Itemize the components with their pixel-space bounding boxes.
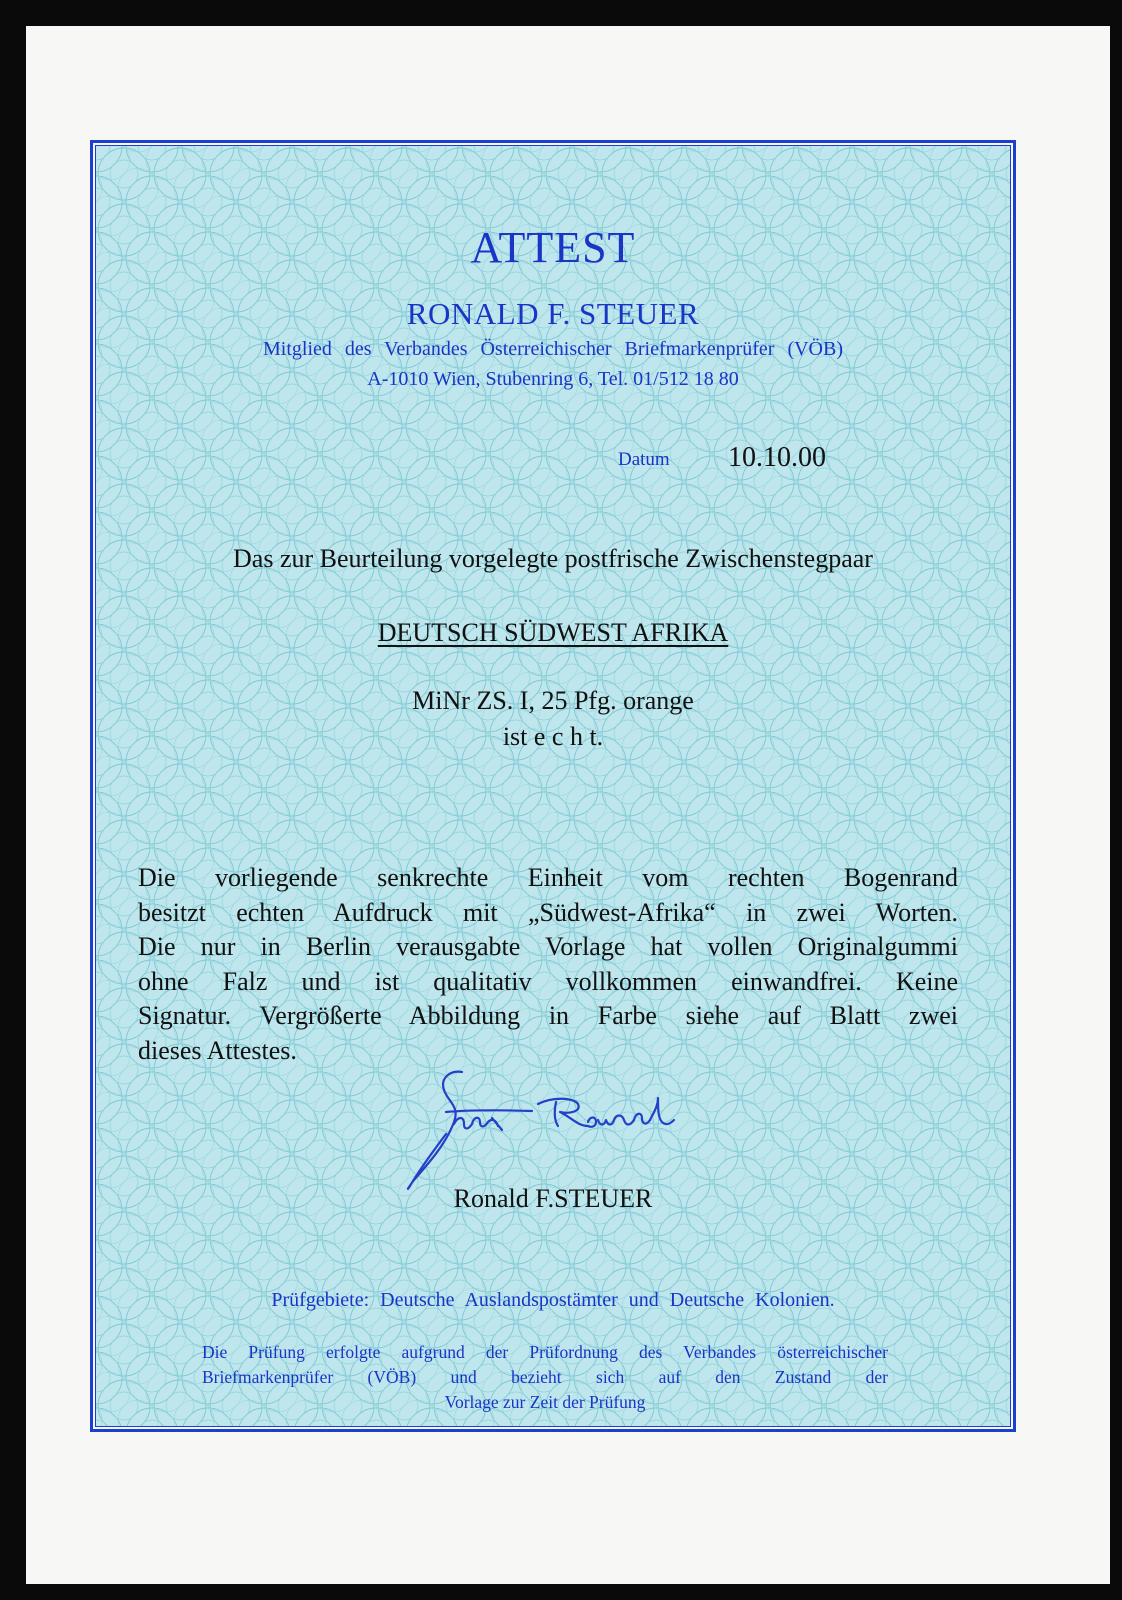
signer-name: Ronald F.STEUER [453, 1184, 653, 1213]
subject-country: DEUTSCH SÜDWEST AFRIKA [377, 618, 729, 647]
verdict: ist e c h t. [502, 722, 604, 751]
body-line: Signatur. Vergrößerte Abbildung in Farbe siehe auf Blatt zwei [138, 1001, 958, 1031]
legal-line: Vorlage zur Zeit der Prüfung [444, 1392, 646, 1412]
certificate-content [96, 146, 1010, 1426]
body-line: Die vorliegende senkrechte Einheit vom rechten Bogenrand [138, 863, 958, 892]
certificate-title: ATTEST [470, 223, 636, 272]
stamp-description: MiNr ZS. I, 25 Pfg. orange [412, 686, 694, 715]
legal-notice [202, 1340, 888, 1415]
examination-areas: Prüfgebiete: Deutsche Auslandspostämter und Deutsche Kolonien. [271, 1289, 835, 1311]
issuer-name: RONALD F. STEUER [406, 296, 700, 331]
legal-line: Briefmarkenprüfer (VÖB) und bezieht sich auf den Zustand der [202, 1367, 888, 1387]
certificate-frame [90, 140, 1016, 1432]
certificate-sheet [26, 26, 1110, 1584]
guilloche-panel [95, 145, 1011, 1427]
handwritten-signature [388, 1064, 718, 1194]
legal-line: Die Prüfung erfolgte aufgrund der Prüfordnung des Verbandes österreichischer [202, 1342, 888, 1362]
body-line: Die nur in Berlin verausgabte Vorlage hat vollen Originalgummi [138, 932, 958, 962]
certificate-body [138, 861, 958, 1069]
issuer-membership: Mitglied des Verbandes Österreichischer Briefmarkenprüfer (VÖB) [263, 338, 843, 360]
subject-intro: Das zur Beurteilung vorgelegte postfrische Zwischenstegpaar [233, 544, 873, 573]
date-label: Datum [618, 449, 670, 470]
body-line: besitzt echten Aufdruck mit „Südwest-Afrika“ in zwei Worten. [138, 897, 958, 927]
date-value: 10.10.00 [728, 442, 826, 473]
body-line: dieses Attestes. [138, 1035, 297, 1065]
body-line: ohne Falz und ist qualitativ vollkommen einwandfrei. Keine [138, 966, 958, 996]
issuer-address: A-1010 Wien, Stubenring 6, Tel. 01/512 18 80 [367, 368, 739, 390]
